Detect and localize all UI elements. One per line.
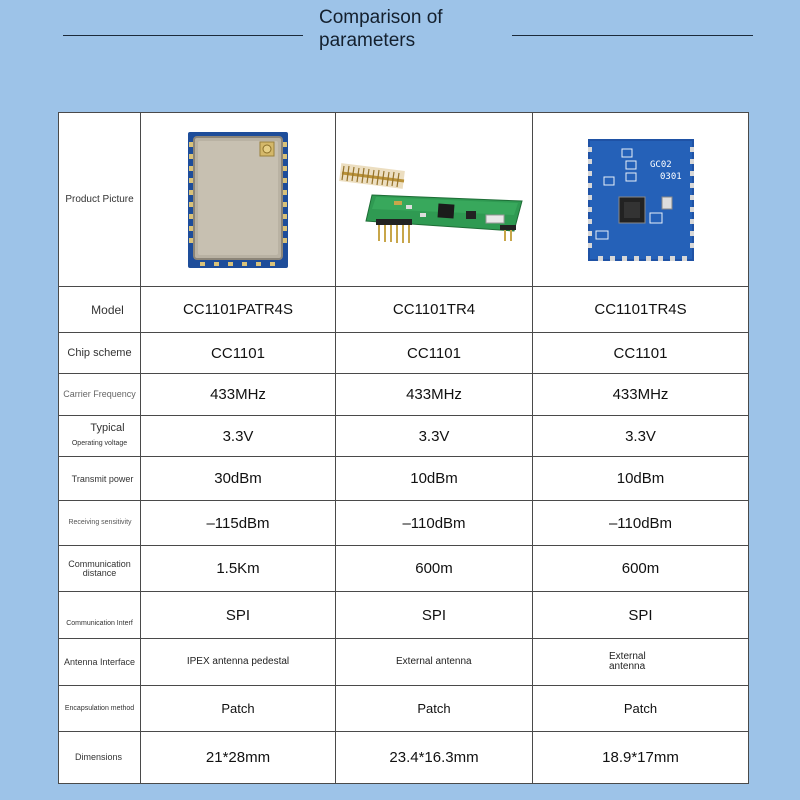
table-cell: 10dBm — [533, 457, 749, 501]
table-cell: External antenna — [336, 639, 533, 686]
table-row — [59, 113, 749, 287]
table-cell: –115dBm — [141, 501, 336, 546]
row-label: Model — [59, 287, 141, 333]
product-image-cc1101tr4s — [533, 113, 749, 287]
table-cell: SPI — [141, 592, 336, 639]
row-label: Dimensions — [59, 732, 141, 784]
title-rule-left — [63, 35, 303, 36]
table-row — [59, 639, 749, 686]
comparison-table — [58, 112, 749, 784]
table-row — [59, 732, 749, 784]
row-label: Receiving sensitivity — [59, 501, 141, 546]
table-cell: CC1101 — [141, 333, 336, 374]
product-image-cc1101patr4s — [141, 113, 336, 287]
table-cell: External antenna — [533, 639, 749, 686]
table-cell: 18.9*17mm — [533, 732, 749, 784]
table-cell: CC1101 — [336, 333, 533, 374]
row-label: Communication Interf — [59, 592, 141, 639]
row-label-line2: Operating voltage — [71, 440, 128, 447]
table-cell: Patch — [336, 686, 533, 732]
table-cell: –110dBm — [533, 501, 749, 546]
table-row — [59, 374, 749, 416]
table-cell: 1.5Km — [141, 546, 336, 592]
table-row — [59, 686, 749, 732]
row-label: Antenna Interface — [59, 639, 141, 686]
row-label: Transmit power — [59, 457, 141, 501]
table-cell: –110dBm — [336, 501, 533, 546]
table-cell: CC1101 — [533, 333, 749, 374]
table-cell: 3.3V — [141, 416, 336, 457]
table-cell: 433MHz — [141, 374, 336, 416]
table-cell: 10dBm — [336, 457, 533, 501]
pcb-marking-1: GC02 — [649, 159, 672, 170]
table-row — [59, 501, 749, 546]
table-cell: 600m — [533, 546, 749, 592]
table-cell: Patch — [533, 686, 749, 732]
table-row — [59, 592, 749, 639]
row-label: Product Picture — [59, 113, 141, 287]
table-cell: SPI — [533, 592, 749, 639]
table-cell: Patch — [141, 686, 336, 732]
row-label: Carrier Frequency — [59, 374, 141, 416]
row-label — [59, 416, 141, 457]
row-label: Communication distance — [59, 546, 141, 592]
table-row — [59, 333, 749, 374]
table-cell: 433MHz — [533, 374, 749, 416]
table-cell: 21*28mm — [141, 732, 336, 784]
table-row — [59, 546, 749, 592]
row-label: Chip scheme — [59, 333, 141, 374]
model-cc1101tr4: CC1101TR4 — [336, 287, 533, 333]
table-cell: 30dBm — [141, 457, 336, 501]
table-cell: 23.4*16.3mm — [336, 732, 533, 784]
table-row — [59, 287, 749, 333]
table-cell: 3.3V — [336, 416, 533, 457]
bare-pcb-module-image — [588, 139, 694, 261]
pcb-marking-2: 0301 — [659, 171, 682, 182]
table-cell: 600m — [336, 546, 533, 592]
table-cell: 433MHz — [336, 374, 533, 416]
model-cc1101patr4s: CC1101PATR4S — [141, 287, 336, 333]
table-cell: 3.3V — [533, 416, 749, 457]
table-row — [59, 457, 749, 501]
page-title: Comparison of parameters — [319, 7, 443, 51]
table-cell: IPEX antenna pedestal — [141, 639, 336, 686]
title-rule-right — [512, 35, 753, 36]
table-cell: SPI — [336, 592, 533, 639]
table-row — [59, 416, 749, 457]
spring-antenna-module-image — [336, 155, 532, 245]
product-image-cc1101tr4 — [336, 113, 533, 287]
row-label-line1: Typical — [90, 422, 125, 434]
model-cc1101tr4s: CC1101TR4S — [533, 287, 749, 333]
row-label: Encapsulation method — [59, 686, 141, 732]
shielded-module-image — [188, 132, 288, 268]
